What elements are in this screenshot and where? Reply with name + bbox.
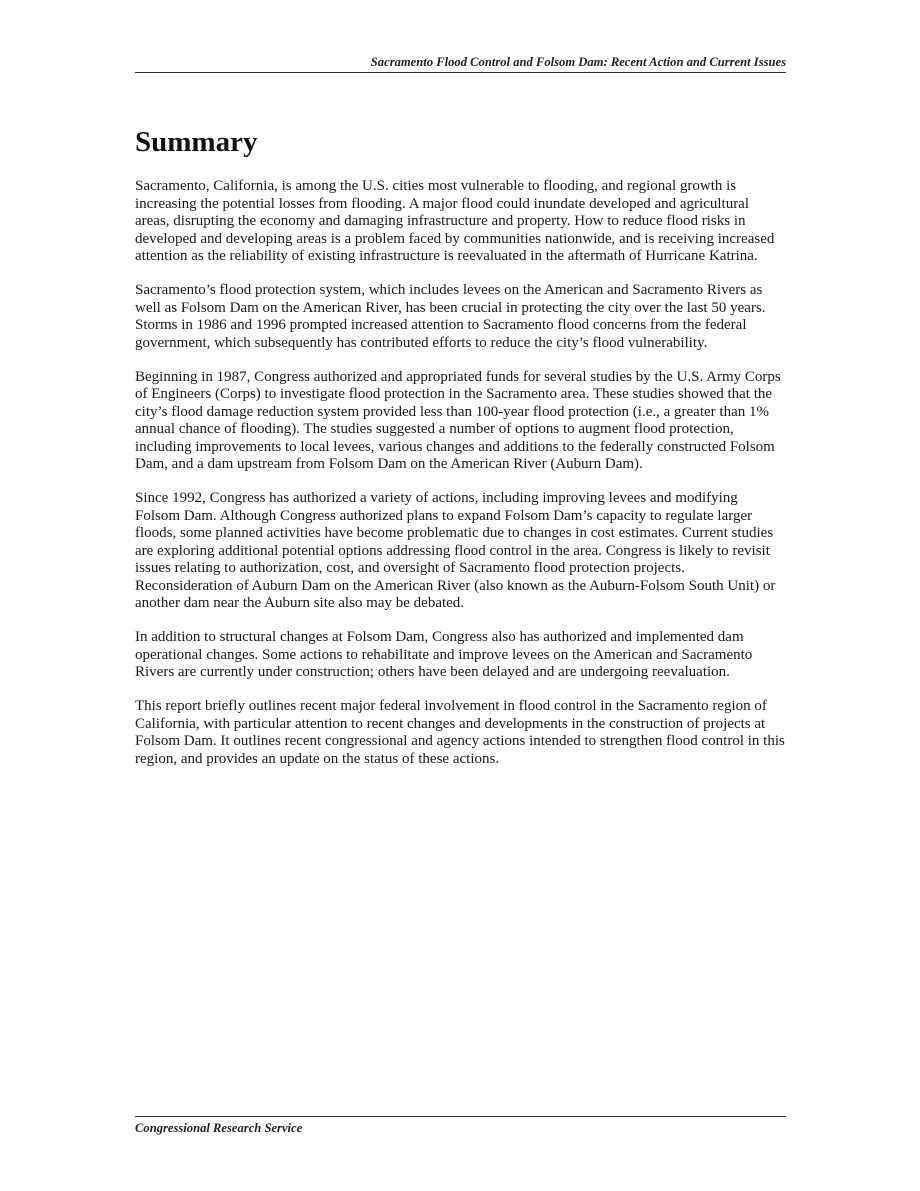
- summary-paragraph-2: Sacramento’s flood protection system, which includes levees on the American and Sacramento Rivers as well as Folsom Dam on the American River, has been crucial in protecting the city over the last 50 years. Storms in 1986 and 1996 prompted increased attention to Sacramento flood concerns from the federal government, which subsequently has contributed efforts to reduce the city’s flood vulnerability.: [135, 282, 766, 351]
- running-header: Sacramento Flood Control and Folsom Dam: Recent Action and Current Issues: [370, 55, 786, 69]
- summary-heading: Summary: [135, 126, 258, 158]
- summary-body: [135, 178, 786, 785]
- header-rule: [135, 72, 786, 73]
- summary-paragraph-1: Sacramento, California, is among the U.S. cities most vulnerable to flooding, and regional growth is increasing the potential losses from flooding. A major flood could inundate developed and agricultural areas, disrupting the economy and damaging infrastructure and property. How to reduce flood risks in developed and developing areas is a problem faced by communities nationwide, and is receiving increased attention as the reliability of existing infrastructure is reevaluated in the aftermath of Hurricane Katrina.: [135, 178, 775, 264]
- summary-paragraph-4: Since 1992, Congress has authorized a variety of actions, including improving levees and modifying Folsom Dam. Although Congress authorized plans to expand Folsom Dam’s capacity to regulate larger floods, some planned activities have become problematic due to changes in cost estimates. Current studies are exploring additional potential options addressing flood control in the area. Congress is likely to revisit issues relating to authorization, cost, and oversight of Sacramento flood protection projects. Reconsideration of Auburn Dam on the American River (also known as the Auburn-Folsom South Unit) or another dam near the Auburn site also may be debated.: [135, 490, 776, 611]
- summary-paragraph-3: Beginning in 1987, Congress authorized and appropriated funds for several studies by the U.S. Army Corps of Engineers (Corps) to investigate flood protection in the Sacramento area. These studies showed that the city’s flood damage reduction system provided less than 100-year flood protection (i.e., a greater than 1% annual chance of flooding). The studies suggested a number of options to augment flood protection, including improvements to local levees, various changes and additions to the federally constructed Folsom Dam, and a dam upstream from Folsom Dam on the American River (Auburn Dam).: [135, 368, 781, 472]
- summary-paragraph-6: This report briefly outlines recent major federal involvement in flood control in the Sacramento region of California, with particular attention to recent changes and developments in the construction of projects at Folsom Dam. It outlines recent congressional and agency actions intended to strengthen flood control in this region, and provides an update on the status of these actions.: [135, 698, 785, 767]
- summary-paragraph-5: In addition to structural changes at Folsom Dam, Congress also has authorized and implemented dam operational changes. Some actions to rehabilitate and improve levees on the American and Sacramento Rivers are currently under construction; others have been delayed and are undergoing reevaluation.: [135, 629, 753, 680]
- footer-rule: [135, 1116, 786, 1117]
- running-footer: Congressional Research Service: [135, 1121, 303, 1135]
